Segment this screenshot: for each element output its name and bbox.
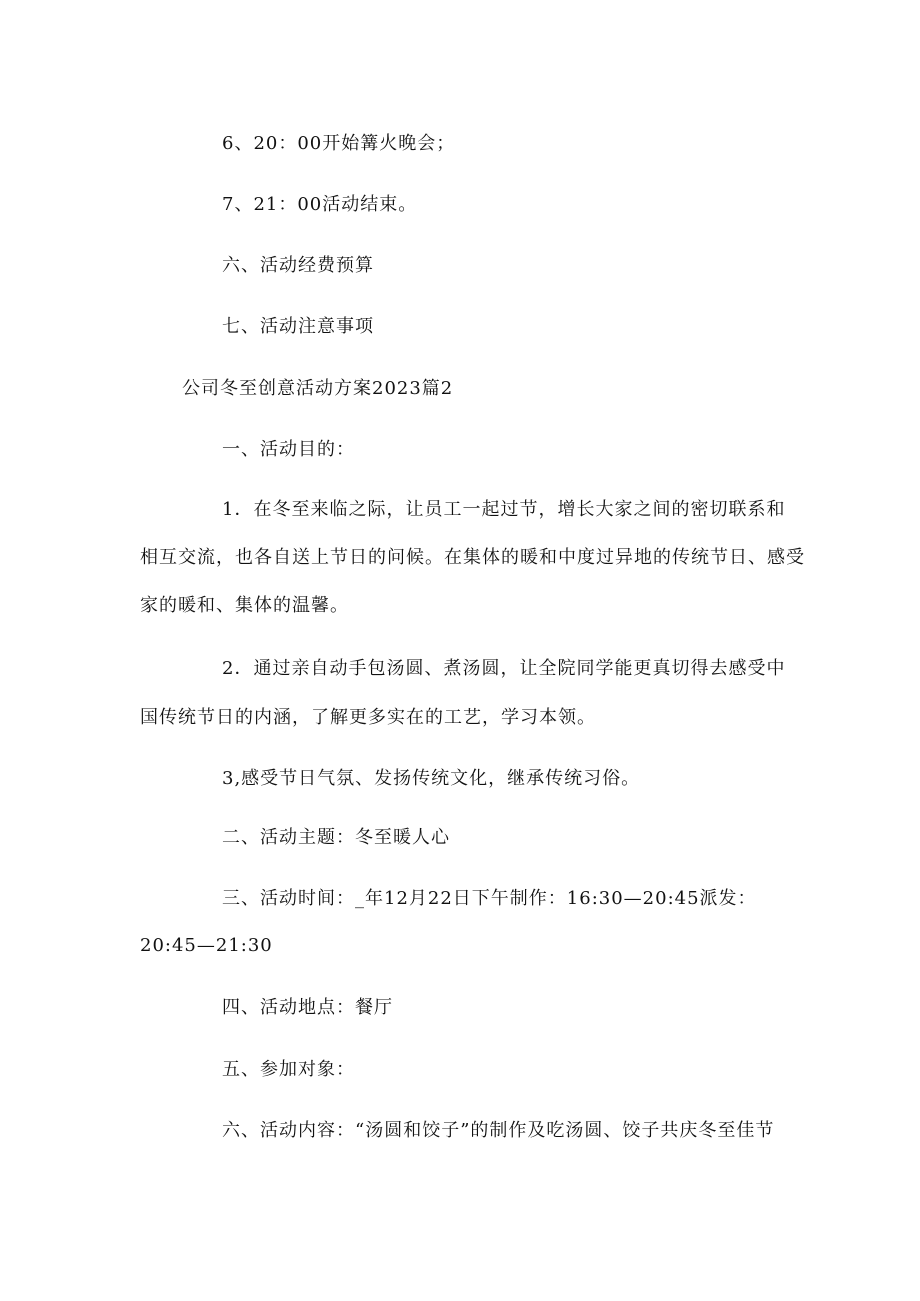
section-notes: 七、活动注意事项	[222, 316, 374, 337]
document-title: 公司冬至创意活动方案2023篇2	[182, 378, 454, 399]
purpose-1-line-1: 1．在冬至来临之际，让员工一起过节，增长大家之间的密切联系和	[222, 499, 786, 520]
section-budget: 六、活动经费预算	[222, 255, 374, 276]
purpose-3: 3,感受节日气氛、发扬传统文化，继承传统习俗。	[222, 768, 641, 789]
purpose-1-line-2: 相互交流，也各自送上节日的问候。在集体的暖和中度过异地的传统节日、感受	[140, 547, 805, 568]
section-purpose: 一、活动目的：	[222, 439, 355, 460]
section-time-cont: 20:45—21:30	[140, 935, 273, 956]
item-7-end: 7、21：00活动结束。	[222, 194, 418, 215]
section-location: 四、活动地点：餐厅	[222, 997, 393, 1018]
section-theme: 二、活动主题：冬至暖人心	[222, 827, 450, 848]
purpose-2-line-1: 2．通过亲自动手包汤圆、煮汤圆，让全院同学能更真切得去感受中	[222, 658, 786, 679]
purpose-1-line-3: 家的暖和、集体的温馨。	[140, 595, 349, 616]
section-time: 三、活动时间：_年12月22日下午制作：16:30—20:45派发：	[222, 888, 757, 909]
purpose-2-line-2: 国传统节日的内涵，了解更多实在的工艺，学习本领。	[140, 707, 596, 728]
section-participants: 五、参加对象：	[222, 1059, 355, 1080]
item-6-bonfire: 6、20：00开始篝火晚会；	[222, 133, 456, 154]
section-content: 六、活动内容：“汤圆和饺子”的制作及吃汤圆、饺子共庆冬至佳节	[222, 1120, 775, 1141]
